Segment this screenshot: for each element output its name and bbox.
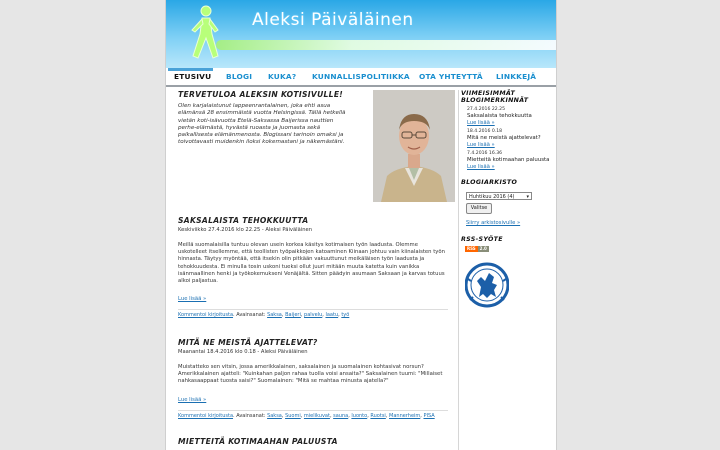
read-more-link[interactable]: Lue lisää » [467, 142, 495, 148]
main-content [178, 90, 453, 446]
post-title[interactable]: MIETTEITÄ KOTIMAAHAN PALUUSTA [178, 437, 338, 446]
post-meta: Maanantai 18.4.2016 klo 0.18 - Aleksi Päiväläinen [178, 349, 308, 355]
rss-badge-label: RSS [467, 246, 476, 251]
nav-item-linkkeja[interactable]: LINKKEJÄ [496, 72, 537, 81]
post-title[interactable]: MITÄ NE MEISTÄ AJATTELEVAT? [178, 338, 318, 347]
post-date: 18.4.2016 0.18 [467, 129, 503, 134]
tag-link[interactable]: Saksa [267, 312, 282, 319]
nav-active-indicator [168, 68, 213, 71]
post-body: Meillä suomalaisilla tuntuu olevan usein korkea käsitys kotimaisen työn laadusta. Olemme uskotelleet itsellemme, että teollisten työpaikkojen katoaminen Kiinaan johtuu vain kiinalaisten työn hinnasta. Täytyy myöntää, että itsekin olin pitkään vakuuttunut meikäläisen työn laadusta ja tehokkuudesta. Ei minulla tosin uskoni tueksi ollut juuri mitään muuta katetta kuin vanikka isänmaallinen henki ja työkokemukseni Venäjältä. Sitten päädyin asumaan Saksaan ja karvas totuus alkoi paljastua. [178, 242, 446, 285]
read-more-link[interactable]: Lue lisää » [178, 296, 207, 303]
portrait-image [373, 90, 455, 202]
post-footer: Kommentoi kirjoitusta. Avainsanat: Saksa, Suomi, mielikuvat, sauna, luonto, Ruotsi, Mannerheim, PISA [178, 410, 448, 419]
tag-link[interactable]: palvelu [304, 312, 323, 319]
post-footer: Kommentoi kirjoitusta. Avainsanat: Saksa, Baijeri, palvelu, laatu, työ [178, 309, 448, 318]
tag-link[interactable]: sauna [333, 412, 349, 419]
chevron-down-icon: ▾ [526, 194, 529, 200]
latest-posts-heading: VIIMEISIMMÄT BLOGIMERKINNÄT [461, 90, 529, 104]
tag-link[interactable]: laatu [325, 312, 339, 319]
walking-man-logo-icon [182, 4, 226, 64]
tag-link[interactable]: luonto [351, 412, 368, 419]
tag-link[interactable]: Baijeri [285, 312, 301, 319]
author-photo [373, 90, 455, 202]
tag-link[interactable]: Saksa [267, 412, 282, 419]
tags-label: Avainsanat: [236, 412, 266, 419]
site-title[interactable]: Aleksi Päiväläinen [252, 10, 414, 30]
list-item [467, 129, 554, 148]
post-meta: Keskiviikko 27.4.2016 klo 22.25 - Aleksi Päiväläinen [178, 227, 312, 233]
comment-link[interactable]: Kommentoi kirjoitusta [178, 412, 234, 419]
post-title-link[interactable]: Mietteitä kotimaahan paluusta [467, 157, 550, 163]
archive-select[interactable] [466, 192, 532, 200]
main-nav [166, 68, 556, 87]
post-body: Muistatteko sen vitsin, jossa amerikkalainen, saksalainen ja suomalainen kohtasivat norsun? Amerikkalainen ajatteli: "Kuinkahan paljon rahaa tuolla voisi ansaita?" Saksalainen tuumi: "Millaiset nahkasaappaat tuosta saisi?" Suomalainen: "Mitä se mahtaa minusta ajatella?" [178, 364, 443, 385]
post-date: 7.4.2016 16.36 [467, 151, 503, 156]
tag-link[interactable]: Suomi [285, 412, 301, 419]
intro-heading: TERVETULOA ALEKSIN KOTISIVULLE! [178, 90, 344, 99]
post-date: 27.4.2016 22.25 [467, 107, 505, 112]
post-title-link[interactable]: Mitä ne meistä ajattelevat? [467, 135, 541, 141]
list-item [467, 107, 554, 126]
tag-link[interactable]: Mannerheim [389, 412, 421, 419]
tag-link[interactable]: mielikuvat [303, 412, 330, 419]
tags-label: Avainsanat: [236, 312, 266, 319]
archive-page-link[interactable]: Siirry arkistosivulle » [466, 220, 521, 226]
read-more-link[interactable]: Lue lisää » [467, 164, 495, 170]
page [165, 0, 557, 450]
blog-post [178, 437, 448, 446]
sidebar [458, 90, 554, 450]
nav-item-kuka[interactable]: KUKA? [268, 72, 297, 81]
read-more-link[interactable]: Lue lisää » [178, 396, 207, 403]
nav-item-kunnallispolitiikka[interactable]: KUNNALLISPOLITIIKKA [312, 72, 410, 81]
post-title-link[interactable]: Saksalaista tehokkuutta [467, 113, 532, 119]
archive-heading: BLOGIARKISTO [461, 179, 518, 186]
tag-link[interactable]: PISA [423, 412, 435, 419]
nav-item-blogi[interactable]: BLOGI [226, 72, 253, 81]
rss-badge-version: 2.0 [479, 246, 487, 251]
nav-item-etusivu[interactable]: ETUSIVU [174, 72, 212, 81]
tag-link[interactable]: työ [341, 312, 350, 319]
latest-posts-list [461, 107, 554, 170]
site-header [166, 0, 556, 68]
nav-item-ota-yhteytta[interactable]: OTA YHTEYTTÄ [419, 72, 483, 81]
list-item [467, 151, 554, 170]
header-glow-band [216, 40, 556, 50]
archive-submit-button[interactable]: Valitse [466, 203, 492, 214]
comment-link[interactable]: Kommentoi kirjoitusta [178, 312, 234, 319]
read-more-link[interactable]: Lue lisää » [467, 120, 495, 126]
rss-feed-badge[interactable] [465, 246, 489, 252]
archive-select-value: Huhtikuu 2016 (4) [469, 194, 515, 200]
intro-text: Olen karjalaistunut lappeenrantalainen, joka ehti asua elämänsä 28 ensimmäistä vuotta Helsingissä. Tällä hetkellä vietän koti-isävuotta Etelä-Saksassa Baijerissa nauttien perhe-elämästä, hyvästä ruoasta ja juomasta sekä paikallisesta elämänmenosta. Blogissani tarinoin omaksi ja toivottavasti muidenkin iloksi kokemastani ja näkemästäni. [178, 103, 346, 146]
post-title[interactable]: SAKSALAISTA TEHOKKUUTTA [178, 216, 309, 225]
blog-post [178, 216, 448, 318]
lion-crest-icon [465, 259, 509, 311]
tag-link[interactable]: Ruotsi [370, 412, 386, 419]
rss-heading: RSS-SYÖTE [461, 236, 503, 243]
blog-post [178, 338, 448, 419]
